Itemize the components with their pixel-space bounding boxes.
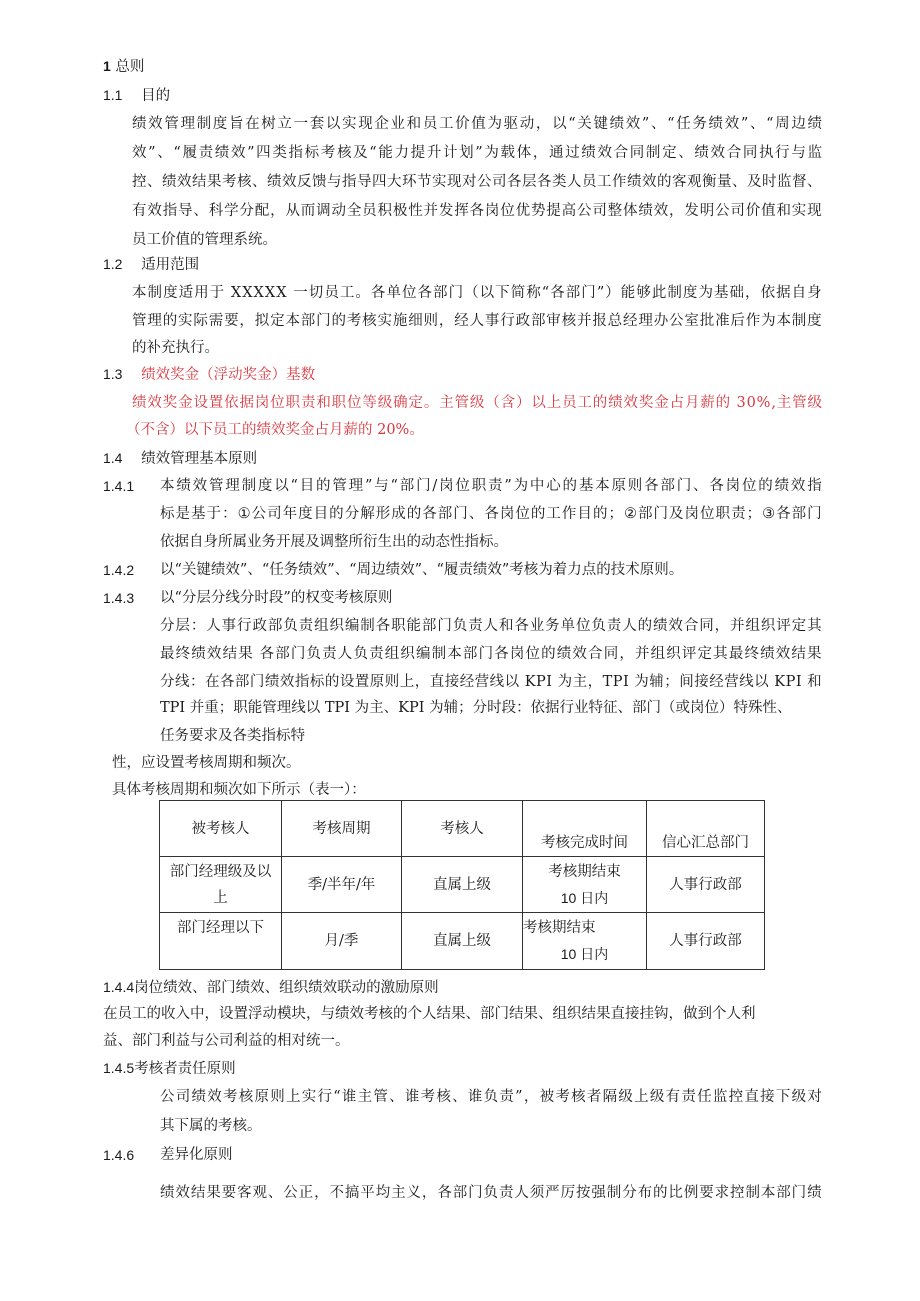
clause-title: 考核者责任原则 (134, 1061, 236, 1077)
table-header-row (160, 801, 765, 857)
paragraph-line: 其下属的考核。 (160, 1118, 262, 1134)
table-header-cell: 考核完成时间 (523, 801, 647, 857)
table-cell: 部门经理以下 (160, 913, 282, 970)
paragraph-line: 绩 效 管 理 制 度 旨 在 树 立 一 套 以 实 现 企 业 和 员 工 价 值 为 驱 动 ， 以 “ 关 键 绩 效 ” 、 “ 任 务 绩 效 ” 、 “ 周 边 绩 (132, 116, 822, 132)
section-title: 绩效管理基本原则 (141, 451, 258, 467)
section-title: 目的 (141, 88, 171, 104)
paragraph-line: 本 绩 效 管 理 制 度 以 “ 目 的 管 理 ” 与 “ 部 门 / 岗 位 职 责 ” 为 中 心 的 基 本 原 则 各 部 门 、 各 岗 位 的 绩 效 指 (160, 478, 822, 494)
table-cell (523, 857, 647, 913)
clause-number: 1.4.1 (103, 478, 135, 494)
paragraph-line: 性，应设置考核周期和频次。 (112, 755, 301, 771)
section-title: 绩效奖金（浮动奖金）基数 (141, 367, 316, 383)
paragraph-line: 分 层 ： 人 事 行 政 部 负 责 组 织 编 制 各 职 能 部 门 负 责 人 和 各 业 务 单 位 负 责 人 的 绩 效 合 同 ， 并 组 织 评 定 其 (160, 618, 822, 634)
clause-title: 以“分层分线分时段”的权变考核原则 (160, 590, 393, 606)
paragraph-line: 任务要求及各类指标特 (160, 728, 305, 744)
table-cell (523, 913, 647, 970)
table-cell: 季/半年/年 (282, 857, 402, 913)
table-header-cell: 信心汇总部门 (647, 801, 765, 857)
paragraph-line: 最 终 绩 效 结 果 各 部 门 负 责 人 负 责 组 织 编 制 本 部 门 各 岗 位 的 绩 效 合 同 ， 并 组 织 评 定 其 最 终 绩 效 结 果 (160, 646, 822, 662)
table-cell: 月/季 (282, 913, 402, 970)
paragraph-line: 控 、 绩 效 结 果 考 核 、 绩 效 反 馈 与 指 导 四 大 环 节 实 现 对 公 司 各 层 各 类 人 员 工 作 绩 效 的 客 观 衡 量 、 及 时 监 督 、 (132, 174, 822, 190)
clause-number: 1.4.5 (103, 1060, 135, 1076)
table-cell (160, 857, 282, 913)
paragraph-line: 绩 效 结 果 要 客 观 、 公 正 ， 不 搞 平 均 主 义 ， 各 部 门 负 责 人 须 严 厉 按 强 制 分 布 的 比 例 要 求 控 制 本 部 门 绩 (160, 1185, 822, 1201)
clause-title: 岗位绩效、部门绩效、组织绩效联动的激励原则 (134, 980, 439, 996)
section-number: 1.3 (103, 366, 123, 382)
section-title: 适用范围 (141, 257, 200, 273)
table-caption: 具体考核周期和频次如下所示（表一）： (112, 782, 366, 798)
paragraph-line: 标 是 基 于 ： ① 公 司 年 度 目 的 分 解 形 成 的 各 部 门 、 各 岗 位 的 工 作 目 的 ； ② 部 门 及 岗 位 职 责 ； ③ 各 部 门 (160, 506, 822, 522)
paragraph-line: 效 ” 、 “ 履 责 绩 效 ” 四 类 指 标 考 核 及 “ 能 力 提 升 计 划 ” 为 载 体 ， 通 过 绩 效 合 同 制 定 、 绩 效 合 同 执 行 与 监 (132, 145, 822, 161)
paragraph-line: 的补充执行。 (132, 340, 219, 356)
section-1-4-heading (103, 448, 257, 469)
paragraph-line: 绩 效 奖 金 设 置 依 据 岗 位 职 责 和 职 位 等 级 确 定 。 主 管 级 （ 含 ） 以 上 员 工 的 绩 效 奖 金 占 月 薪 的 3 0 % , 主 管 级 (132, 395, 822, 411)
paragraph-line: 依据自身所属业务开展及调整所衍生出的动态性指标。 (160, 534, 508, 550)
table-header-cell: 考核人 (402, 801, 523, 857)
table-header-cell: 考核周期 (282, 801, 402, 857)
paragraph-line: 管 理 的 实 际 需 要 ， 拟 定 本 部 门 的 考 核 实 施 细 则 ， 经 人 事 行 政 部 审 核 并 报 总 经 理 办 公 室 批 准 后 作 为 本 制 度 (132, 313, 822, 329)
section-number: 1.1 (103, 87, 123, 103)
table-row (160, 857, 765, 913)
cell-line: 10 日内 (560, 946, 609, 962)
clause-heading (103, 977, 439, 998)
cell-line: 10 日内 (560, 889, 609, 906)
clause-number: 1.4.2 (103, 562, 135, 578)
clause-heading (103, 1058, 236, 1079)
clause-title: 差异化原则 (160, 1147, 233, 1163)
paragraph-line: （不含）以下员工的绩效奖金占月薪的 20%。 (126, 422, 424, 438)
section-1-heading (103, 56, 144, 77)
section-1-3-heading (103, 364, 315, 385)
paragraph-line: 公 司 绩 效 考 核 原 则 上 实 行 “ 谁 主 管 、 谁 考 核 、 谁 负 责 ” ， 被 考 核 者 隔 级 上 级 有 责 任 监 控 直 接 下 级 对 (160, 1089, 822, 1105)
table-cell: 直属上级 (402, 913, 523, 970)
paragraph-line: 以“关键绩效”、“任务绩效”、“周边绩效”、“履责绩效”考核为着力点的技术原则。 (160, 562, 684, 578)
paragraph-line: 益、部门利益与公司利益的相对统一。 (103, 1033, 350, 1049)
paragraph-line: 本 制 度 适 用 于 X X X X X 一 切 员 工 。 各 单 位 各 部 门 （ 以 下 简 称 “ 各 部 门 ” ） 能 够 此 制 度 为 基 础 ， 依 据 自 身 (132, 285, 822, 301)
section-1-1-heading (103, 85, 170, 106)
paragraph-line: 在员工的收入中，设置浮动模块，与绩效考核的个人结果、部门结果、组织结果直接挂钩，做到个人利 (103, 1006, 756, 1022)
clause-number: 1.4.6 (103, 1147, 135, 1163)
section-number: 1.4 (103, 450, 123, 466)
paragraph-line: 分 线 ： 在 各 部 门 绩 效 指 标 的 设 置 原 则 上 ， 直 接 经 营 线 以 K P I 为 主 ， T P I 为 辅 ； 间 接 经 营 线 以 K P I 和 (160, 674, 822, 690)
section-1-2-heading (103, 254, 199, 275)
clause-number: 1.4.4 (103, 979, 135, 995)
table-cell: 人事行政部 (647, 857, 765, 913)
section-number: 1 (103, 58, 111, 74)
cell-line: 考核期结束 (548, 863, 621, 880)
table-cell: 人事行政部 (647, 913, 765, 970)
table-cell: 直属上级 (402, 857, 523, 913)
clause-number: 1.4.3 (103, 590, 135, 606)
table-header-cell: 被考核人 (160, 801, 282, 857)
section-number: 1.2 (103, 256, 123, 272)
cell-line: 考核期结束 (523, 920, 596, 936)
section-title: 总则 (115, 59, 145, 75)
table-row (160, 913, 765, 970)
paragraph-line: 员工价值的管理系统。 (132, 232, 277, 248)
assessment-cycle-table (159, 800, 765, 970)
paragraph-line: TPI 并重；职能管理线以 TPI 为主、KPI 为辅；分时段：依据行业特征、部门（或岗位）特殊性、 (160, 700, 792, 716)
cell-line: 部门经理级及以 (169, 863, 272, 880)
cell-line: 上 (213, 889, 228, 906)
paragraph-line: 有 效 指 导 、 科 学 分 配 ， 从 而 调 动 全 员 积 极 性 并 发 挥 各 岗 位 优 势 提 高 公 司 整 体 绩 效 ， 发 明 公 司 价 值 和 实 现 (132, 203, 822, 219)
